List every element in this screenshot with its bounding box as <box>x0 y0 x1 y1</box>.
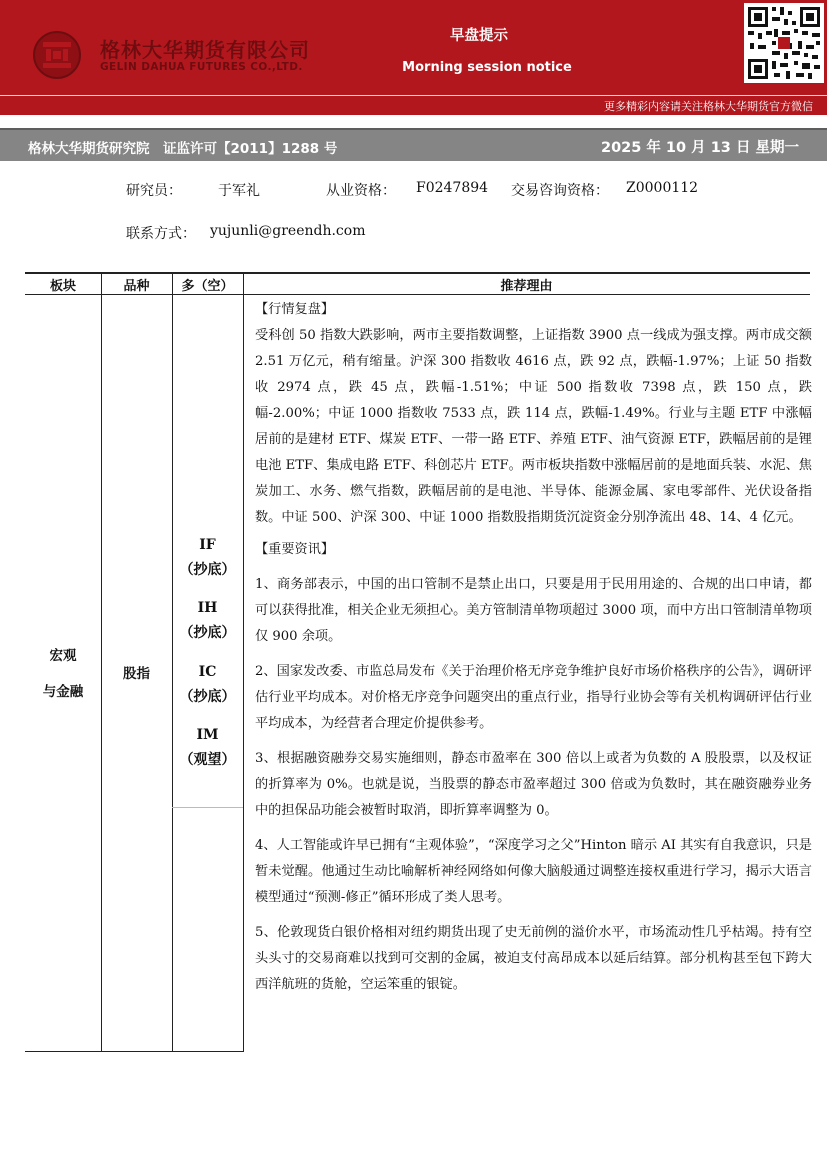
consult-license-label: 交易咨询资格： <box>511 183 609 199</box>
contact-email: yujunli@greendh.com <box>210 223 366 239</box>
institute-license: 格林大华期货研究院 证监许可【2011】1288 号 <box>28 141 338 157</box>
table-top-border <box>25 272 810 274</box>
sector-name-line1: 宏观 <box>49 648 77 664</box>
header-sector: 板块 <box>49 279 76 294</box>
news-item: 5、伦敦现货白银价格相对纽约期货出现了史无前例的溢价水平，市场流动性几乎枯竭。持有空头头寸的交易商难以找到可交割的金属，被迫支付高昂成本以延后结算。部分机构甚至包下跨大西洋航班的货舱，空运笨重的银锭。 <box>255 925 812 992</box>
news-item: 2、国家发改委、市监总局发布《关于治理价格无序竞争维护良好市场价格秩序的公告》，调研评估行业平均成本。对价格无序竞争问题突出的重点行业，指导行业协会等有关机构调研评估行业平均成本，为经营者合理定价提供参考。 <box>255 664 812 731</box>
direction-code-im: IM <box>196 727 219 743</box>
wechat-qr-code-icon <box>744 3 824 83</box>
header-banner <box>0 0 827 115</box>
table-bottom-border <box>25 1051 243 1052</box>
company-name-cn: 格林大华期货有限公司 <box>100 38 310 62</box>
header-direction: 多（空） <box>181 279 234 294</box>
recommendation-content <box>255 297 812 998</box>
report-date: 2025 年 10 月 13 日 星期一 <box>600 140 799 156</box>
direction-view-ih: （抄底） <box>179 625 236 641</box>
direction-view-if: （抄底） <box>179 562 236 578</box>
company-logo-icon <box>32 30 82 80</box>
institute-bar <box>0 128 827 161</box>
analyst-label: 研究员： <box>126 183 182 199</box>
header-bottom-border <box>25 294 810 295</box>
direction-view-im: （观望） <box>179 752 236 768</box>
review-section-title: 【行情复盘】 <box>255 302 335 317</box>
sector-name-line2: 与金融 <box>42 684 84 700</box>
report-title-en: Morning session notice <box>402 60 572 75</box>
header-reason: 推荐理由 <box>500 279 553 294</box>
direction-code-ih: IH <box>197 600 218 616</box>
news-item: 4、人工智能或许早已拥有“主观体验”，“深度学习之父”Hinton 暗示 AI 其实有自我意识，只是暂未觉醒。他通过生动比喻解析神经网络如何像大脑般通过调整连接权重进行学习，揭示大语言模型通过“预测-修正”循环形成了类人思考。 <box>255 838 812 905</box>
recommendation-table <box>25 272 810 1052</box>
news-item: 1、商务部表示，中国的出口管制不是禁止出口，只要是用于民用用途的、合规的出口申请，都可以获得批准，相关企业无须担心。美方管制清单物项超过 3000 项，而中方出口管制清单物项仅 900 余项。 <box>255 577 812 644</box>
analyst-name: 于军礼 <box>218 183 260 199</box>
direction-view-ic: （抄底） <box>179 689 236 705</box>
direction-code-if: IF <box>199 537 216 553</box>
follow-wechat-text: 更多精彩内容请关注格林大华期货官方微信 <box>604 100 813 113</box>
column-divider <box>243 272 244 1052</box>
direction-cell-line <box>172 807 243 808</box>
header-divider <box>0 95 827 96</box>
direction-code-ic: IC <box>198 664 217 680</box>
report-title-cn: 早盘提示 <box>450 28 508 44</box>
company-name-en: GELIN DAHUA FUTURES CO.,LTD. <box>100 61 303 73</box>
news-section-title: 【重要资讯】 <box>255 542 335 557</box>
market-review-text: 受科创 50 指数大跌影响，两市主要指数调整，上证指数 3900 点一线成为强支撑。两市成交额 2.51 万亿元，稍有缩量。沪深 300 指数收 4616 点，跌 92 点，跌幅-1.97%；上证 50 指数收 2974 点，跌 45 点，跌幅-1.51%；中证 500 指数收 7398 点，跌 150 点，跌幅-2.00%；中证 1000 指数收 7533 点，跌 114 点，跌幅-1.49%。行业与主题 ETF 中涨幅居前的是建材 ETF、煤炭 ETF、一带一路 ETF、养殖 ETF、油气资源 ETF，跌幅居前的是锂电池 ETF、集成电路 ETF、科创芯片 ETF。两市板块指数中涨幅居前的是地面兵装、水泥、焦炭加工、水务、燃气指数，跌幅居前的是电池、半导体、能源金属、家电零部件、光伏设备指数。中证 500、沪深 300、中证 1000 指数股指期货沉淀资金分别净流出 48、14、4 亿元。 <box>255 328 812 525</box>
variety-name: 股指 <box>123 666 150 682</box>
news-item: 3、根据融资融券交易实施细则，静态市盈率在 300 倍以上或者为负数的 A 股股票，以及权证的折算率为 0%。也就是说，当股票的静态市盈率超过 300 倍或为负数时，其在融资融券业务中的担保品功能会被暂时取消，即折算率调整为 0。 <box>255 751 812 818</box>
header-variety: 品种 <box>123 279 150 294</box>
consult-license-number: Z0000112 <box>626 180 699 196</box>
contact-label: 联系方式： <box>126 226 196 242</box>
license-label: 从业资格： <box>326 183 396 199</box>
license-number: F0247894 <box>416 180 489 196</box>
